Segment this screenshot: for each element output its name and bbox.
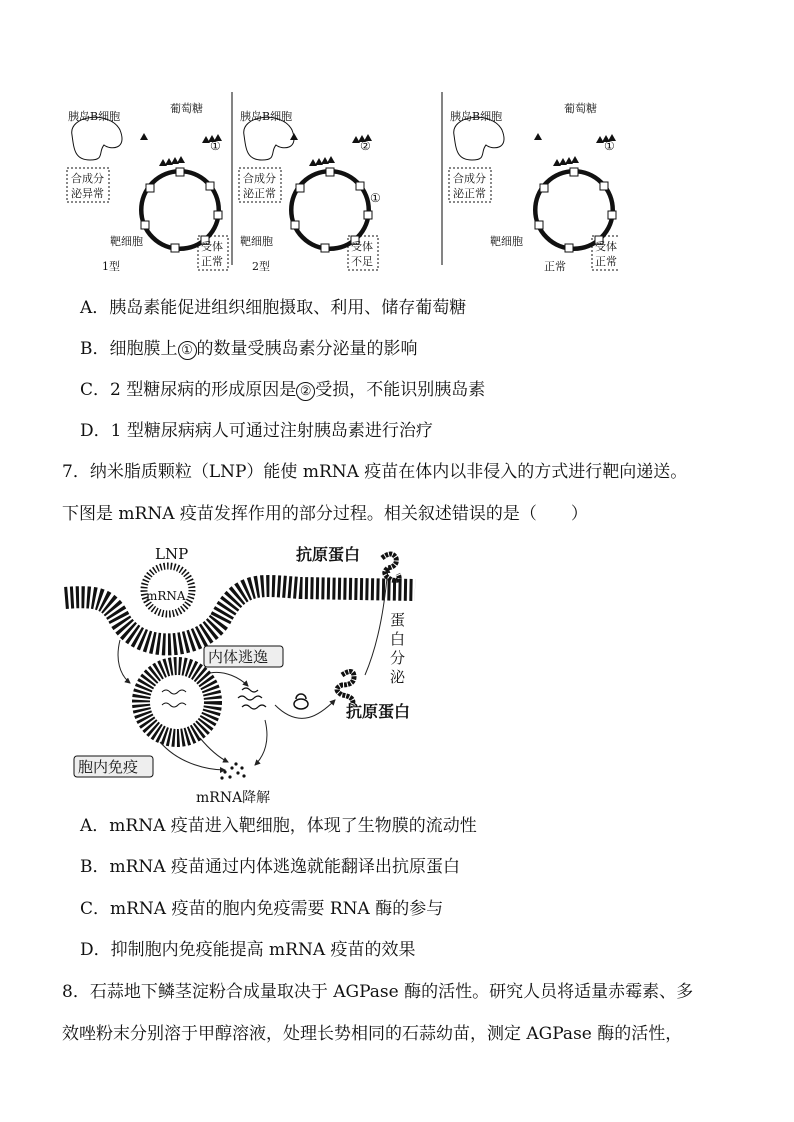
receptor-icon — [565, 244, 573, 252]
glucose-label: 葡萄糖 — [564, 102, 597, 115]
q7-option-a[interactable]: A．mRNA 疫苗进入靶细胞，体现了生物膜的流动性 — [80, 816, 477, 836]
mrna-vaccine-figure — [60, 540, 440, 810]
receptor-icon — [608, 211, 616, 219]
glucose-icon — [596, 136, 604, 143]
secretion-status-label: 合成分 — [453, 172, 486, 185]
secretion-status-label: 泌正常 — [243, 187, 276, 200]
glucose-icon — [290, 133, 298, 140]
q8-stem-line2: 效唑粉末分别溶于甲醇溶液，处理长势相同的石蒜幼苗，测定 AGPase 酶的活性， — [62, 1024, 683, 1044]
arrow — [118, 640, 130, 683]
glucose-icon — [140, 133, 148, 140]
islet-b-cell — [244, 117, 294, 160]
glucose-icon — [177, 156, 185, 163]
secretion-status-label: 合成分 — [71, 172, 104, 185]
ribosome-icon — [294, 694, 308, 709]
receptor-status-label: 不足 — [351, 255, 373, 268]
glucose-icon — [559, 158, 567, 165]
receptor-icon — [214, 211, 222, 219]
diabetes-type-label: 1型 — [102, 260, 120, 273]
diabetes-figure — [60, 90, 620, 275]
receptor-icon — [535, 221, 543, 229]
glucose-icon — [352, 136, 360, 143]
islet-b-cell-label: 胰岛B细胞 — [68, 110, 121, 123]
receptor-icon — [600, 182, 608, 190]
target-cell-label: 靶细胞 — [490, 235, 523, 248]
receptor-icon — [171, 244, 179, 252]
q7-stem-line1: 7．纳米脂质颗粒（LNP）能使 mRNA 疫苗在体内以非侵入的方式进行靶向递送。 — [62, 462, 688, 482]
intracellular-immunity-label: 胞内免疫 — [78, 758, 139, 776]
protein-secretion-label: 白 — [390, 630, 406, 648]
mrna-label: mRNA — [146, 589, 186, 603]
protein-secretion-label: 蛋 — [390, 611, 406, 629]
lnp-label: LNP — [155, 545, 189, 563]
receptor-icon — [364, 211, 372, 219]
target-cell-label: 靶细胞 — [110, 235, 143, 248]
marker-label: ① — [370, 191, 381, 205]
glucose-icon — [315, 158, 323, 165]
secretion-status-label: 合成分 — [243, 172, 276, 185]
antigen-protein-label: 抗原蛋白 — [346, 702, 411, 721]
protein-secretion-label: 分 — [390, 649, 406, 667]
marker-label: ① — [604, 139, 615, 153]
text: B．细胞膜上 — [80, 339, 178, 359]
diabetes-panel — [449, 101, 620, 273]
text: 的数量受胰岛素分泌量的影响 — [196, 339, 418, 359]
diabetes-panel — [239, 109, 381, 273]
glucose-icon — [571, 156, 579, 163]
arrow — [255, 720, 267, 765]
receptor-status-label: 正常 — [201, 255, 223, 268]
islet-b-cell — [454, 117, 504, 160]
protein-secretion-label: 泌 — [390, 668, 406, 686]
q6-option-b[interactable] — [80, 338, 418, 360]
receptor-icon — [146, 184, 154, 192]
glucose-label: 葡萄糖 — [170, 102, 203, 115]
receptor-status-label: 受体 — [201, 240, 223, 253]
receptor-status-label: 受体 — [351, 240, 373, 253]
endosome-escape-label: 内体逃逸 — [208, 648, 269, 666]
q8-stem-line1: 8．石蒜地下鳞茎淀粉合成量取决于 AGPase 酶的活性。研究人员将适量赤霉素、多 — [62, 982, 694, 1002]
target-cell-label: 靶细胞 — [240, 235, 273, 248]
antigen-protein-icon — [382, 554, 399, 580]
glucose-icon — [321, 157, 329, 164]
receptor-icon — [296, 184, 304, 192]
diabetes-panel — [67, 101, 228, 273]
marker-label: ① — [210, 139, 221, 153]
secretion-status-label: 泌异常 — [71, 187, 104, 200]
q6-option-a[interactable]: A．胰岛素能促进组织细胞摄取、利用、储存葡萄糖 — [80, 298, 467, 318]
marker-label: ② — [360, 139, 371, 153]
glucose-icon — [553, 159, 561, 166]
glucose-icon — [534, 133, 542, 140]
text: 受损，不能识别胰岛素 — [315, 380, 486, 400]
glucose-icon — [165, 158, 173, 165]
glucose-icon — [159, 159, 167, 166]
arrow — [210, 672, 248, 686]
q7-option-c[interactable]: C．mRNA 疫苗的胞内免疫需要 RNA 酶的参与 — [80, 899, 444, 919]
antigen-protein-label: 抗原蛋白 — [296, 545, 361, 564]
glucose-icon — [309, 159, 317, 166]
glucose-icon — [202, 136, 210, 143]
receptor-icon — [176, 168, 184, 176]
q6-option-c[interactable] — [80, 379, 485, 401]
q6-option-d[interactable]: D．1 型糖尿病病人可通过注射胰岛素进行治疗 — [80, 421, 433, 441]
islet-b-cell-label: 胰岛B细胞 — [240, 110, 293, 123]
receptor-icon — [570, 168, 578, 176]
mrna-degradation-label: mRNA降解 — [196, 790, 271, 806]
glucose-icon — [327, 156, 335, 163]
receptor-icon — [540, 184, 548, 192]
diabetes-type-label: 2型 — [252, 260, 270, 273]
diabetes-type-label: 正常 — [544, 260, 566, 273]
glucose-icon — [171, 157, 179, 164]
circled-number: ① — [178, 341, 197, 360]
arrow — [160, 742, 225, 770]
endosome — [141, 666, 213, 738]
glucose-icon — [565, 157, 573, 164]
receptor-icon — [326, 168, 334, 176]
receptor-icon — [291, 221, 299, 229]
receptor-icon — [356, 182, 364, 190]
receptor-status-label: 正常 — [595, 255, 617, 268]
islet-b-cell — [72, 117, 122, 160]
receptor-icon — [206, 182, 214, 190]
islet-b-cell-label: 胰岛B细胞 — [450, 110, 503, 123]
secretion-status-label: 泌正常 — [453, 187, 486, 200]
text: C．2 型糖尿病的形成原因是 — [80, 380, 297, 400]
degraded-mrna-icon — [220, 762, 245, 779]
q7-option-b[interactable]: B．mRNA 疫苗通过内体逃逸就能翻译出抗原蛋白 — [80, 857, 460, 877]
arrow — [275, 700, 335, 718]
arrow — [200, 738, 228, 762]
receptor-icon — [141, 221, 149, 229]
receptor-status-label: 受体 — [595, 240, 617, 253]
q7-stem-line2: 下图是 mRNA 疫苗发挥作用的部分过程。相关叙述错误的是（ ） — [62, 504, 588, 524]
cell-membrane — [65, 586, 415, 644]
circled-number: ② — [296, 382, 315, 401]
receptor-icon — [321, 244, 329, 252]
q7-option-d[interactable]: D．抑制胞内免疫能提高 mRNA 疫苗的效果 — [80, 940, 416, 960]
antigen-protein-icon — [337, 671, 354, 705]
